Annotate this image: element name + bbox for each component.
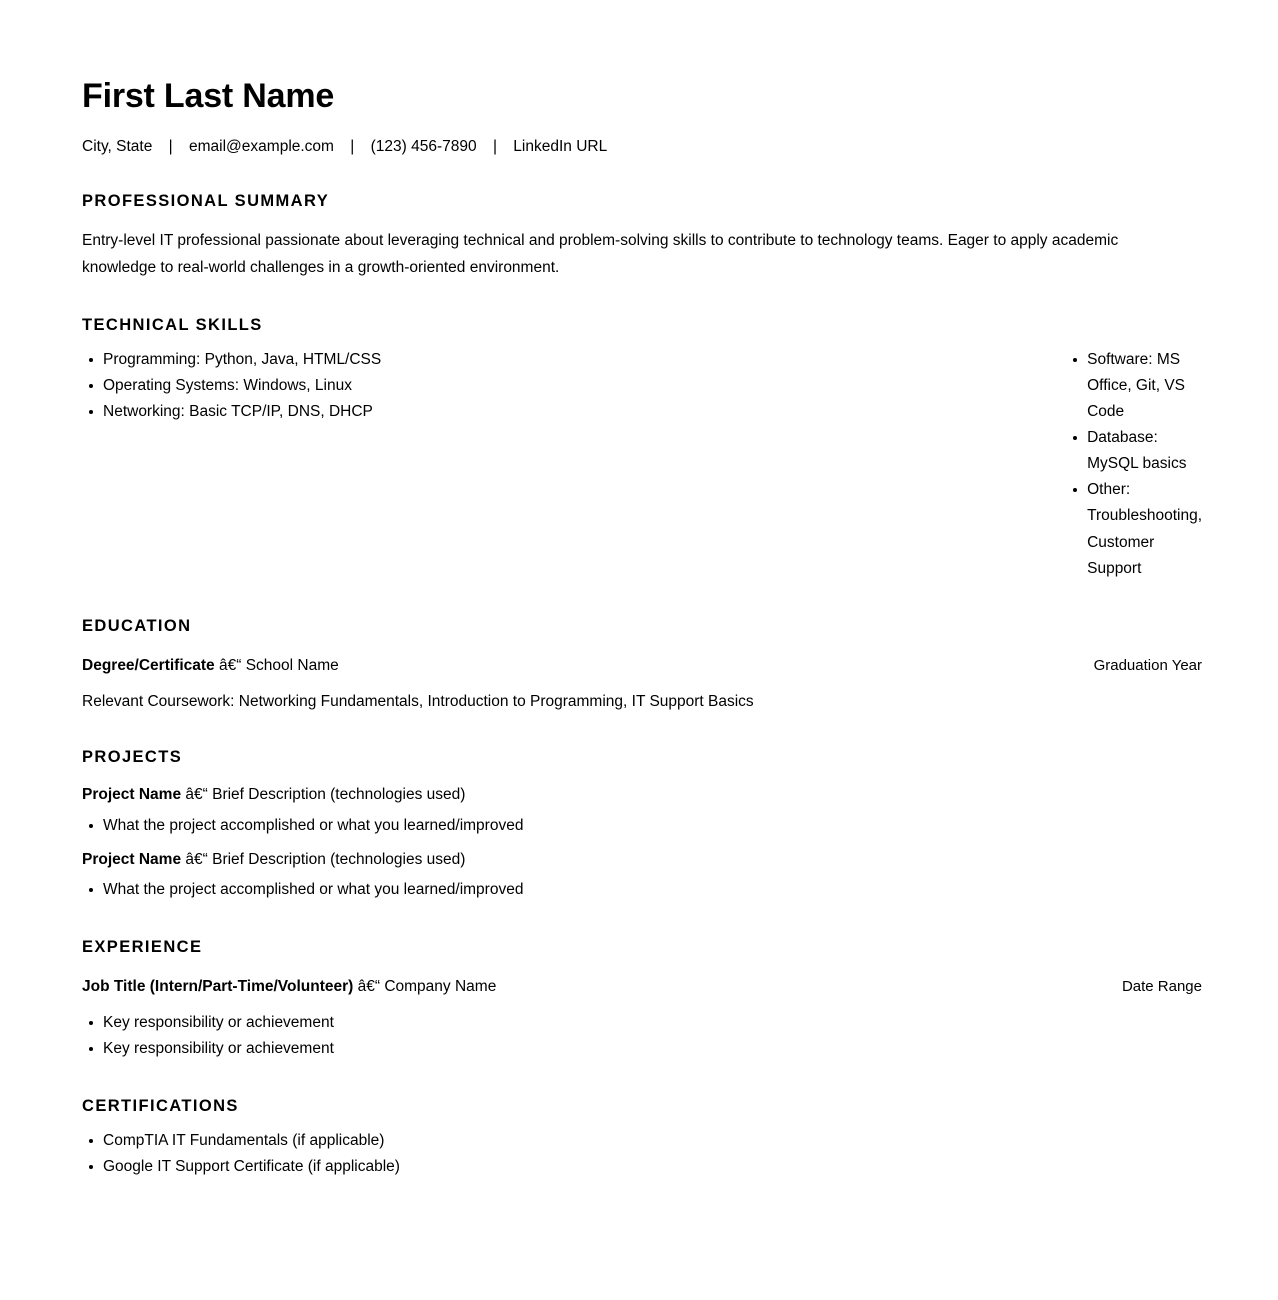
section-heading-experience: EXPERIENCE [82, 937, 203, 956]
project-dash: â€“ [185, 786, 208, 804]
contact-linkedin[interactable]: LinkedIn URL [513, 138, 608, 156]
project-entry-heading [82, 848, 1202, 871]
contact-line [82, 138, 1202, 157]
skills-grid [82, 335, 1202, 581]
project-dash: â€“ [185, 850, 208, 868]
experience-date-range: Date Range [1121, 977, 1202, 995]
section-certifications [82, 1097, 1202, 1180]
list-item: Key responsibility or achievement [82, 1010, 1202, 1036]
section-heading-skills: TECHNICAL SKILLS [82, 316, 263, 335]
education-school: School Name [245, 656, 339, 674]
education-entry [82, 654, 1202, 678]
skills-list-left [82, 347, 578, 425]
experience-job-title: Job Title (Intern/Part-Time/Volunteer) [82, 977, 354, 995]
list-item: Other: Troubleshooting, Customer Support [1066, 477, 1202, 581]
experience-dash: â€“ [357, 977, 381, 995]
project-entry-heading [82, 783, 1202, 806]
project-name: Project Name [82, 850, 182, 868]
education-date: Graduation Year [1093, 656, 1202, 674]
contact-separator: | [350, 138, 355, 156]
section-professional-summary [82, 192, 1202, 281]
skills-list-right [1066, 347, 1202, 581]
section-experience [82, 938, 1202, 1063]
section-heading-education: EDUCATION [82, 616, 192, 635]
contact-phone[interactable]: (123) 456-7890 [370, 138, 477, 156]
contact-location: City, State [82, 138, 153, 156]
list-item: Database: MySQL basics [1066, 425, 1202, 477]
section-heading-projects: PROJECTS [82, 748, 183, 767]
experience-bullets [82, 1010, 1202, 1062]
contact-email[interactable]: email@example.com [189, 138, 334, 156]
page-title: First Last Name [82, 77, 335, 115]
section-heading-certifications: CERTIFICATIONS [82, 1097, 239, 1116]
list-item: Key responsibility or achievement [82, 1036, 1202, 1062]
education-degree: Degree/Certificate [82, 656, 215, 674]
education-entry-left [82, 654, 1094, 677]
list-item: Software: MS Office, Git, VS Code [1066, 347, 1202, 425]
project-description: Brief Description (technologies used) [212, 786, 466, 804]
section-technical-skills [82, 316, 1202, 581]
list-item: Google IT Support Certificate (if applicable) [82, 1154, 1202, 1180]
education-coursework: Relevant Coursework: Networking Fundamentals, Introduction to Programming, IT Support Basics [82, 693, 754, 711]
list-item: Programming: Python, Java, HTML/CSS [82, 347, 578, 373]
list-item: Operating Systems: Windows, Linux [82, 373, 578, 399]
summary-text: Entry-level IT professional passionate about leveraging technical and problem-solving skills to contribute to technology teams. Eager to apply academic knowledge to real-world challenges in a growth-oriented environment. [82, 231, 1119, 276]
section-education [82, 617, 1202, 714]
project-description: Brief Description (technologies used) [212, 850, 466, 868]
contact-separator: | [168, 138, 173, 156]
skills-column-left [82, 335, 578, 581]
list-item: CompTIA IT Fundamentals (if applicable) [82, 1128, 1202, 1154]
list-item: What the project accomplished or what you learned/improved [82, 877, 1202, 903]
certifications-list [82, 1128, 1202, 1180]
section-projects [82, 748, 1202, 903]
list-item: Networking: Basic TCP/IP, DNS, DHCP [82, 399, 578, 425]
skills-column-right [578, 335, 1202, 581]
list-item: What the project accomplished or what you learned/improved [82, 813, 1202, 839]
experience-entry [82, 975, 1202, 999]
project-name: Project Name [82, 786, 182, 804]
contact-separator: | [492, 138, 497, 156]
experience-company: Company Name [384, 977, 497, 995]
project-bullets [82, 813, 1202, 839]
section-heading-summary: PROFESSIONAL SUMMARY [82, 191, 330, 210]
experience-entry-left [82, 975, 1122, 998]
education-dash: â€“ [218, 656, 242, 674]
project-bullets [82, 877, 1202, 903]
